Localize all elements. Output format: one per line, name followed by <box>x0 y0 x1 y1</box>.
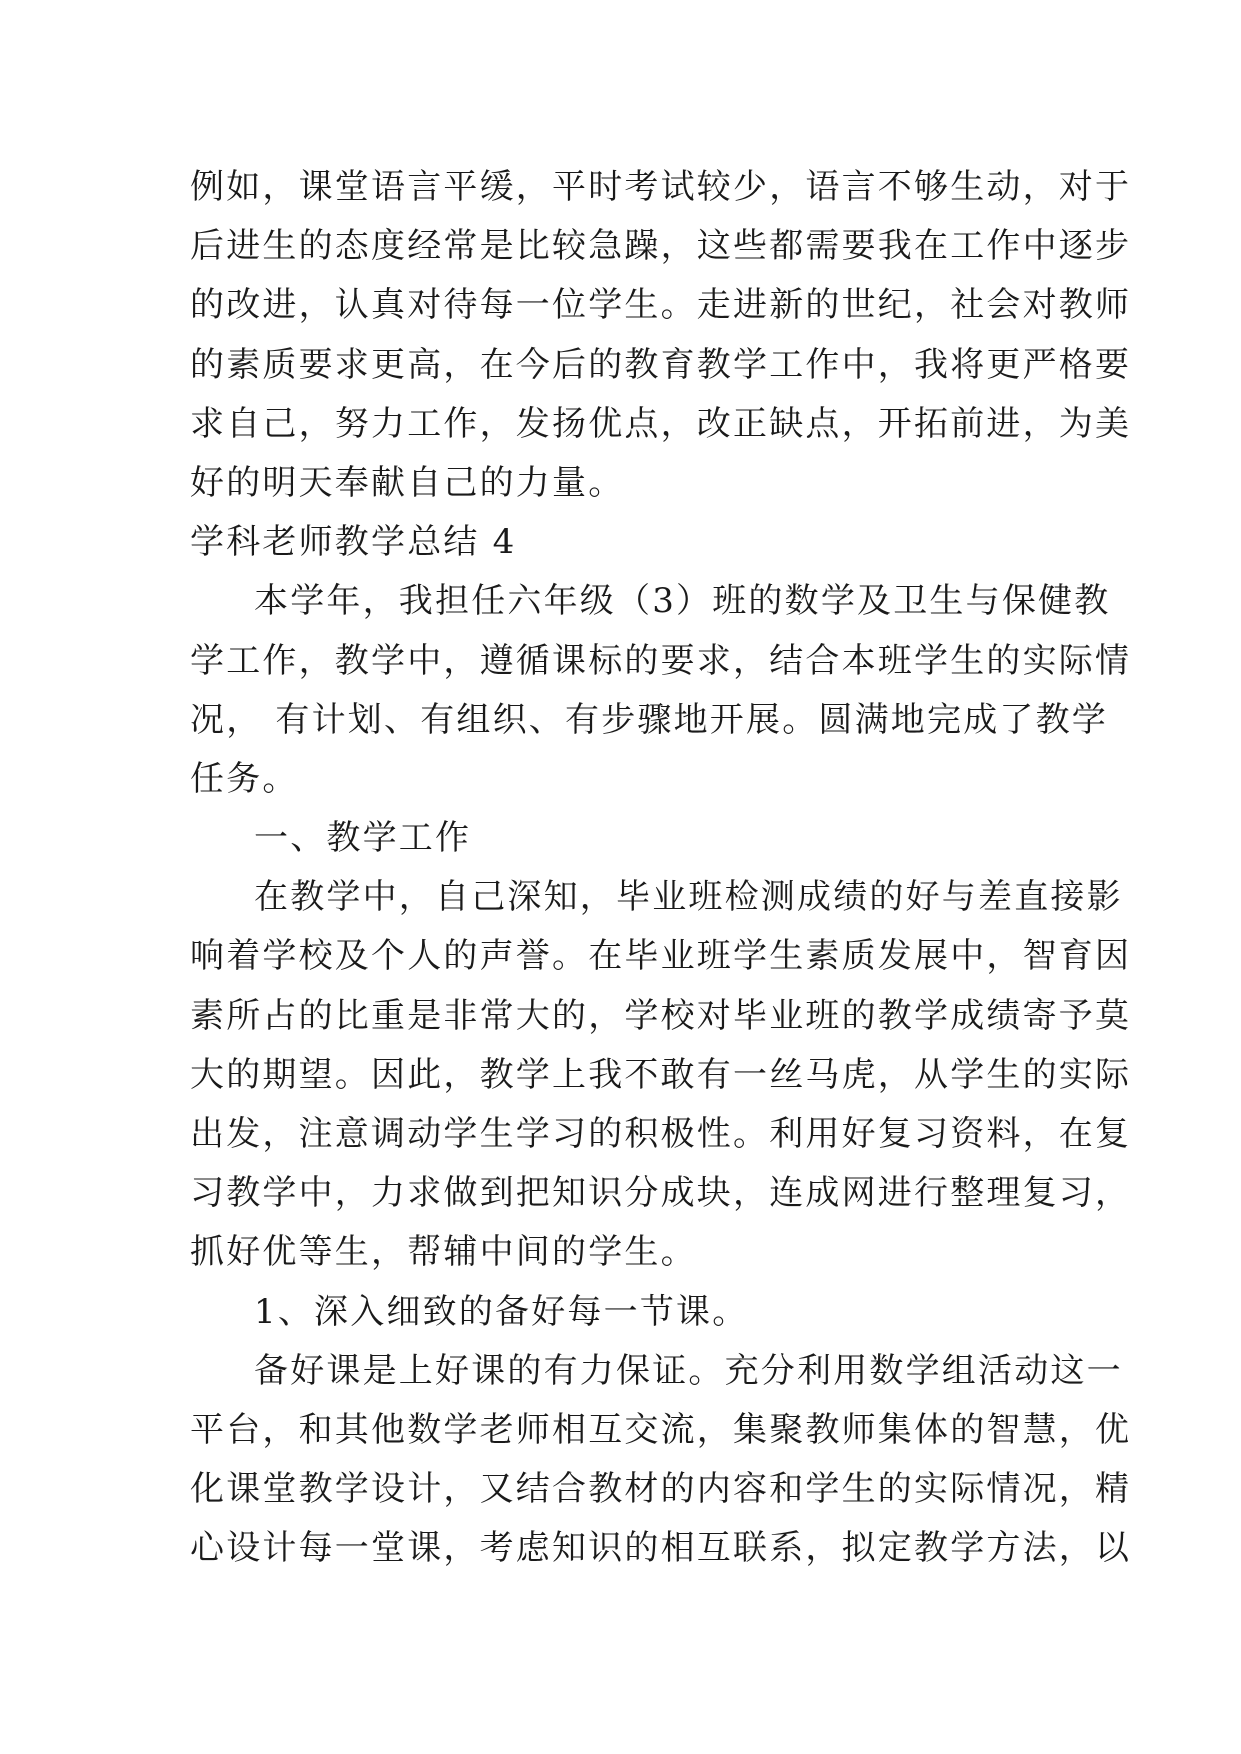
text-line: 的素质要求更高，在今后的教育教学工作中，我将更严格要 <box>190 344 1132 385</box>
text-line: 平台，和其他数学老师相互交流，集聚教师集体的智慧，优 <box>190 1409 1132 1450</box>
text-line: 求自己，努力工作，发扬优点，改正缺点，开拓前进，为美 <box>190 403 1132 444</box>
text-line: 抓好优等生，帮辅中间的学生。 <box>190 1232 697 1273</box>
text-line: 素所占的比重是非常大的，学校对毕业班的教学成绩寄予莫 <box>190 995 1132 1036</box>
text-line: 出发，注意调动学生学习的积极性。利用好复习资料，在复 <box>190 1114 1132 1154</box>
subsection-heading: 一、教学工作 <box>254 818 472 859</box>
text-line: 化课堂教学设计，又结合教材的内容和学生的实际情况，精 <box>190 1469 1132 1510</box>
section-heading: 学科老师教学总结 4 <box>190 522 517 563</box>
text-line: 学工作，教学中，遵循课标的要求，结合本班学生的实际情 <box>190 640 1132 681</box>
text-line: 例如，课堂语言平缓，平时考试较少，语言不够生动，对于 <box>190 167 1132 207</box>
text-line: 后进生的态度经常是比较急躁，这些都需要我在工作中逐步 <box>190 226 1132 267</box>
text-line: 心设计每一堂课，考虑知识的相互联系，拟定教学方法，以 <box>190 1528 1132 1569</box>
text-line: 的改进，认真对待每一位学生。走进新的世纪，社会对教师 <box>190 285 1132 326</box>
document-body <box>190 158 1132 1579</box>
text-line: 备好课是上好课的有力保证。充分利用数学组活动这一 <box>254 1350 1123 1391</box>
text-line: 习教学中，力求做到把知识分成块，连成网进行整理复习， <box>190 1173 1132 1214</box>
text-line: 况， 有计划、有组织、有步骤地开展。圆满地完成了教学 <box>190 699 1109 740</box>
text-line: 响着学校及个人的声誉。在毕业班学生素质发展中，智育因 <box>190 936 1132 977</box>
list-item-heading: 1、深入细致的备好每一节课。 <box>254 1291 749 1332</box>
text-line: 本学年，我担任六年级（3）班的数学及卫生与保健教 <box>254 581 1111 622</box>
text-line: 大的期望。因此，教学上我不敢有一丝马虎，从学生的实际 <box>190 1054 1132 1095</box>
text-line: 好的明天奉献自己的力量。 <box>190 462 625 503</box>
text-line: 任务。 <box>190 758 299 799</box>
text-line: 在教学中，自己深知，毕业班检测成绩的好与差直接影 <box>254 877 1123 918</box>
